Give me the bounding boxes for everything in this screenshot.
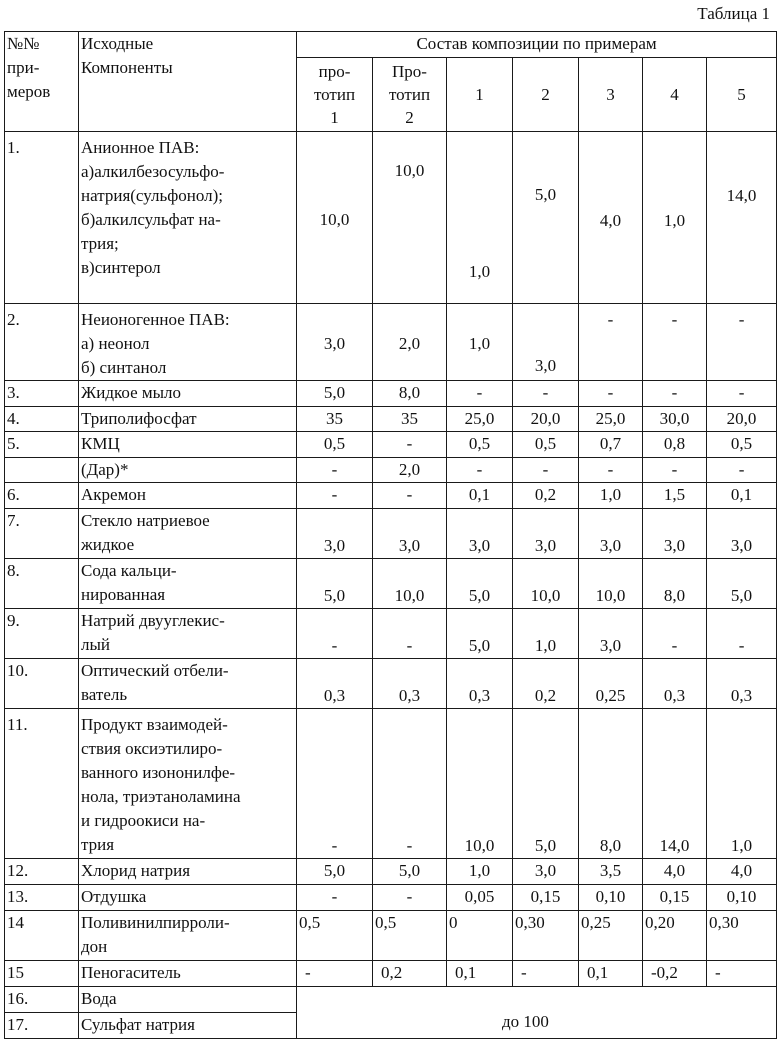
row-num: 11. [5,709,79,859]
table-row [5,458,777,483]
value-cell: 0,25 [579,911,643,961]
value-cell: 35 [297,407,373,432]
value-cell: 3,0 [373,509,447,559]
row-name: Стекло натриевое жидкое [79,509,297,559]
row-num: 13. [5,885,79,911]
header-composition-cell [297,32,777,58]
value-cell: 0,5 [707,432,777,458]
value-cell: - [297,709,373,859]
value-cell: - [579,304,643,381]
header-col-3: 3 [579,58,643,132]
row-name: КМЦ [79,432,297,458]
value-cell: 0,10 [707,885,777,911]
value-cell: - [579,381,643,407]
header-num-label: №№ при- меров [7,34,51,101]
value-cell: 0,1 [447,961,513,987]
row-name: Оптический отбели- ватель [79,659,297,709]
value-cell: - [513,458,579,483]
merged-value-cell: до 100 [297,987,777,1039]
value-cell: - [707,381,777,407]
value-cell: 3,0 [643,509,707,559]
value-cell: 3,0 [297,509,373,559]
value-cell: - [513,381,579,407]
value-cell: 1,0 [447,132,513,304]
value-cell: 0,3 [707,659,777,709]
value-cell: - [643,609,707,659]
row-name: Триполифосфат [79,407,297,432]
value-cell: 0,2 [513,483,579,509]
value-cell: - [643,304,707,381]
value-cell: 5,0 [513,709,579,859]
value-cell: 3,0 [297,304,373,381]
value-cell: 3,0 [447,509,513,559]
value-cell: 0,8 [643,432,707,458]
table-row [5,961,777,987]
value-cell: 20,0 [513,407,579,432]
value-cell: 0,1 [579,961,643,987]
row-name: Поливинилпирроли- дон [79,911,297,961]
value-cell: 0,10 [579,885,643,911]
row-num: 16. [5,987,79,1013]
composition-table [4,31,777,1039]
value-cell: 1,0 [579,483,643,509]
row-num: 1. [5,132,79,304]
row-name: Сода кальци- нированная [79,559,297,609]
value-cell: 0,5 [297,911,373,961]
row-name: Пеногаситель [79,961,297,987]
value-cell: 0,5 [513,432,579,458]
value-cell: - [707,304,777,381]
row-name: Натрий двууглекис- лый [79,609,297,659]
value-cell: 10,0 [447,709,513,859]
table-row [5,132,777,304]
row-name: Акремон [79,483,297,509]
value-cell: 35 [373,407,447,432]
value-cell: 3,5 [579,859,643,885]
header-row [5,32,777,58]
value-cell: 0,3 [373,659,447,709]
row-name: Анионное ПАВ: а)алкилбезосульфо- натрия(сульфонол); б)алкилсульфат на- трия; в)синтерол [79,132,297,304]
header-col-2: 2 [513,58,579,132]
value-cell: 0,3 [297,659,373,709]
row-num: 15 [5,961,79,987]
value-cell: - [579,458,643,483]
row-num: 8. [5,559,79,609]
row-name: Хлорид натрия [79,859,297,885]
table-row [5,987,777,1013]
header-col-1: 1 [447,58,513,132]
value-cell: 5,0 [513,132,579,304]
row-name: Жидкое мыло [79,381,297,407]
value-cell: 25,0 [579,407,643,432]
value-cell: 5,0 [297,559,373,609]
value-cell: - [513,961,579,987]
row-name: Сульфат натрия [79,1013,297,1039]
value-cell: 0,3 [447,659,513,709]
value-cell: - [447,381,513,407]
value-cell: - [297,483,373,509]
value-cell: 4,0 [579,132,643,304]
row-num [5,458,79,483]
value-cell: 5,0 [373,859,447,885]
table-row [5,859,777,885]
row-num: 2. [5,304,79,381]
value-cell: -0,2 [643,961,707,987]
table-row [5,407,777,432]
value-cell: 10,0 [297,132,373,304]
value-cell: - [707,961,777,987]
header-composition-label: Состав композиции по примерам [416,34,657,53]
header-components-cell [79,32,297,132]
value-cell: 0,05 [447,885,513,911]
row-num: 12. [5,859,79,885]
value-cell: 1,0 [513,609,579,659]
value-cell: - [707,458,777,483]
row-num: 7. [5,509,79,559]
value-cell: 2,0 [373,458,447,483]
value-cell: 0,25 [579,659,643,709]
value-cell: 10,0 [373,132,447,304]
value-cell: 25,0 [447,407,513,432]
table-row [5,609,777,659]
table-row [5,709,777,859]
value-cell: 5,0 [297,381,373,407]
value-cell: 0,1 [707,483,777,509]
value-cell: - [643,458,707,483]
table-row [5,432,777,458]
row-name: Вода [79,987,297,1013]
value-cell: 0,5 [297,432,373,458]
value-cell: 3,0 [513,859,579,885]
value-cell: 0 [447,911,513,961]
value-cell: 2,0 [373,304,447,381]
header-col-5: 5 [707,58,777,132]
table-row [5,509,777,559]
value-cell: 10,0 [513,559,579,609]
row-name: Продукт взаимодей- ствия оксиэтилиро- ванного изононилфе- нола, триэтаноламина и гидроокиси на- трия [79,709,297,859]
value-cell: - [447,458,513,483]
value-cell: 3,0 [513,304,579,381]
value-cell: 5,0 [297,859,373,885]
value-cell: 0,20 [643,911,707,961]
value-cell: 1,0 [643,132,707,304]
value-cell: - [297,458,373,483]
value-cell: 30,0 [643,407,707,432]
value-cell: 0,15 [643,885,707,911]
row-name: (Дар)* [79,458,297,483]
value-cell: - [373,709,447,859]
row-num: 4. [5,407,79,432]
value-cell: - [373,483,447,509]
table-row [5,885,777,911]
value-cell: 4,0 [643,859,707,885]
value-cell: 0,3 [643,659,707,709]
value-cell: - [707,609,777,659]
row-num: 5. [5,432,79,458]
header-col-prototype-1: про- тотип 1 [297,58,373,132]
value-cell: 8,0 [643,559,707,609]
value-cell: 0,30 [707,911,777,961]
value-cell: 0,2 [373,961,447,987]
value-cell: - [297,885,373,911]
value-cell: 0,30 [513,911,579,961]
table-row [5,381,777,407]
row-name: Отдушка [79,885,297,911]
value-cell: 1,0 [447,304,513,381]
value-cell: 0,15 [513,885,579,911]
value-cell: 5,0 [447,609,513,659]
value-cell: - [643,381,707,407]
value-cell: - [373,432,447,458]
row-num: 10. [5,659,79,709]
header-col-4: 4 [643,58,707,132]
value-cell: 4,0 [707,859,777,885]
value-cell: 0,5 [447,432,513,458]
row-num: 6. [5,483,79,509]
row-num: 14 [5,911,79,961]
value-cell: 8,0 [373,381,447,407]
value-cell: 20,0 [707,407,777,432]
header-components-label: Исходные Компоненты [81,34,173,77]
value-cell: - [297,961,373,987]
value-cell: 0,1 [447,483,513,509]
table-row [5,559,777,609]
value-cell: 3,0 [707,509,777,559]
value-cell: 5,0 [707,559,777,609]
value-cell: 0,7 [579,432,643,458]
value-cell: 0,2 [513,659,579,709]
value-cell: 3,0 [579,509,643,559]
header-col-prototype-2: Про- тотип 2 [373,58,447,132]
row-num: 3. [5,381,79,407]
row-name: Неионогенное ПАВ: а) неонол б) синтанол [79,304,297,381]
value-cell: - [373,885,447,911]
value-cell: - [297,609,373,659]
table-row [5,659,777,709]
row-num: 17. [5,1013,79,1039]
value-cell: 8,0 [579,709,643,859]
value-cell: 5,0 [447,559,513,609]
table-caption: Таблица 1 [697,4,770,23]
value-cell: 0,5 [373,911,447,961]
value-cell: 10,0 [373,559,447,609]
row-num: 9. [5,609,79,659]
value-cell: 3,0 [579,609,643,659]
value-cell: 3,0 [513,509,579,559]
value-cell: 10,0 [579,559,643,609]
value-cell: 14,0 [643,709,707,859]
value-cell: 1,5 [643,483,707,509]
value-cell: - [373,609,447,659]
value-cell: 14,0 [707,132,777,304]
table-row [5,483,777,509]
header-num-cell [5,32,79,132]
table-row [5,911,777,961]
value-cell: 1,0 [707,709,777,859]
value-cell: 1,0 [447,859,513,885]
table-row [5,304,777,381]
